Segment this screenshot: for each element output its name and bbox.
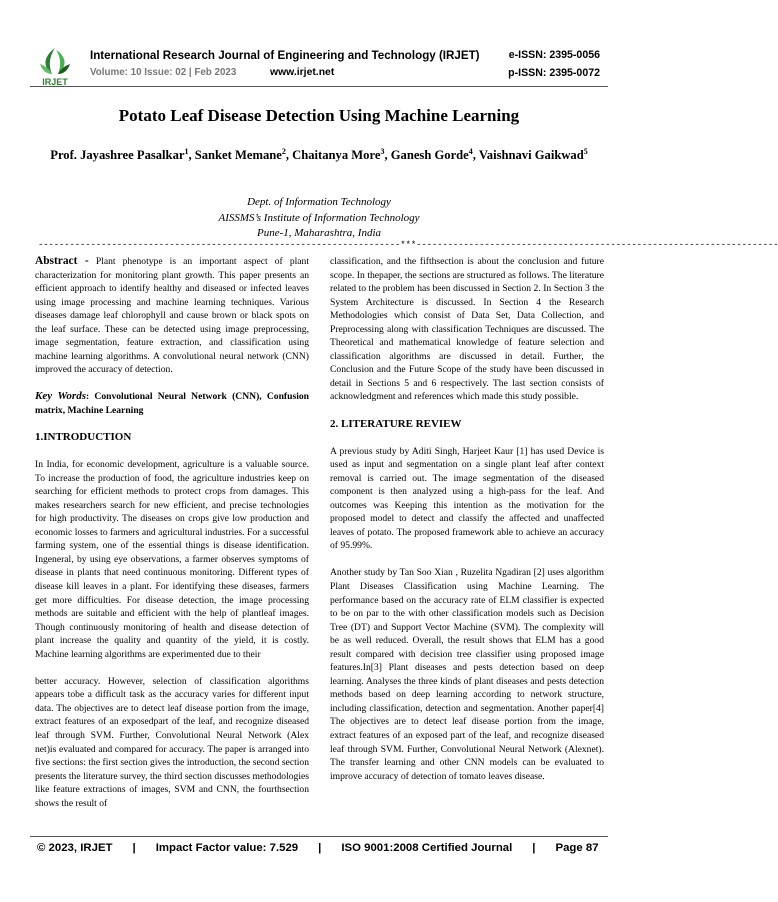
keywords-text: : Convolutional Neural Network (CNN), Confusion matrix, Machine Learning: [35, 391, 309, 416]
affiliation: [0, 195, 638, 242]
affiliation-location: Pune-1, Maharashtra, India: [256, 227, 382, 239]
keywords: [35, 390, 309, 417]
author-list: Prof. Jayashree Pasalkar$^1$, Sanket Memane$^2$, Chaitanya More$^3$, Ganesh Gorde$^4$, Vaishnavi Gaikwad$^5$: [50, 147, 588, 163]
leaf-logo-icon: [36, 44, 74, 88]
intro-paragraph: In India, for economic development, agriculture is a valuable source. To increase the production of food, the agriculture industries keep on searching for efficient methods to protect crops from damages. This makes researchers search for new efficient, and precise technologies for high productivity. The diseases on crops give low production and economic losses to farmers and agricultural industries. For a successful farming system, one of the essential things is disease identification. Ingeneral, by using eye observations, a farmer observes symptoms of disease in plants that need continuous monitoring. Different types of disease kill leaves in a plant. For identifying these diseases, farmers get more difficulties. For disease detection, the image processing methods are suitable and efficient with the help of plantleaf images. Though continuously monitoring of health and disease detection of plant increase the quality and quantity of the yield, it is costly. Machine learning algorithms are experimented due to their: [35, 459, 309, 660]
author-sup: 3: [380, 147, 385, 156]
abstract-text: Plant phenotype is an important aspect of plant characterization for monitoring plant growth. This paper presents an efficient approach to identify healthy and diseased or infected leaves using image processing and machine learning techniques. Various diseases damage leaf chlorophyll and cause brown or black spots on the leaf surface. These can be detected using image preprocessing, image segmentation, feature extraction, and classification using machine learning algorithms. A convolutional neural network (CNN) improved the accuracy of detection.: [35, 256, 309, 376]
paper-title: Potato Leaf Disease Detection Using Machine Learning: [118, 106, 520, 125]
right-column: [330, 255, 604, 783]
journal-header: [0, 0, 638, 92]
volume-info: Volume: 10 Issue: 02 | Feb 2023: [90, 67, 237, 78]
footer-divider: [30, 836, 608, 837]
journal-website[interactable]: www.irjet.net: [270, 67, 335, 78]
journal-name: International Research Journal of Engineering and Technology (IRJET): [90, 49, 480, 62]
affiliation-institute: AISSMS’s Institute of Information Technology: [218, 211, 420, 224]
section-heading-introduction: 1.INTRODUCTION: [35, 431, 132, 444]
author-sup: 2: [281, 147, 286, 156]
p-issn: p-ISSN: 2395-0072: [508, 67, 600, 79]
footer-impact-factor: Impact Factor value: 7.529: [155, 842, 299, 854]
author-sup: 1: [184, 147, 189, 156]
footer-copyright: © 2023, IRJET: [37, 842, 113, 854]
abstract: [35, 255, 309, 377]
author-name: Ganesh Gorde: [390, 148, 469, 163]
page-footer: [37, 842, 599, 854]
footer-divider-bar: |: [132, 842, 136, 854]
header-divider: [30, 86, 608, 87]
intro-continued-paragraph: classification, and the fifthsection is about the conclusion and future scope. In thepaper, the sections are structured as follows. The literature related to the problem has been discussed in Section 2. In Section 3 the System Architecture is discussed. In Section 4 the Research Methodologies which consist of Data Set, Data Collection, and Preprocessing along with classification Techniques are discussed. The Theoretical and mathematical knowledge of feature selection and classification algorithms are discussed in detail. Further, the Conclusion and the Future Scope of the study have been discussed in detail in Sections 5 and 6 respectively. The last section consists of acknowledgment and references which made this study possible.: [330, 256, 604, 403]
literature-paragraph: A previous study by Aditi Singh, Harjeet Kaur [1] has used Device is used as input and segmentation on a single plant leaf after context removal is carried out. The image segmentation of the diseased component is then analyzed using a high-pass for the leaf. And outcomes was Keeping this intention as the motivation for the proposed model to detect and classify the affected and unaffected leaves of potato. The proposed framework able to achieve an accuracy of 95.99%.: [330, 445, 604, 552]
author-name: Sanket Memane: [194, 148, 282, 163]
footer-divider-bar: |: [532, 842, 536, 854]
footer-divider-bar: |: [318, 842, 322, 854]
author-sup: 4: [468, 147, 473, 156]
footer-iso: ISO 9001:2008 Certified Journal: [341, 842, 513, 854]
keywords-heading: Key Words: [35, 390, 86, 403]
author-sup: 5: [583, 147, 588, 156]
abstract-heading: Abstract -: [35, 255, 89, 267]
literature-paragraph: Another study by Tan Soo Xian , Ruzelita Ngadiran [2] uses algorithm Plant Diseases Classification using Machine Learning. The performance based on the accuracy rate of ELM classifier is expected to be on par to the with other classification models such as Decision Tree (DT) and Support Vector Machine (SVM). The complexity will be as well reduced. Overall, the result shows that ELM has a good result compared with decision tree classifier using proposed image features.In[3] Plant diseases and pests detection based on deep learning. Analyses the three kinds of plant diseases and pests detection methods based on deep learning according to network structure, including classification, detection and segmentation. Another paper[4] The objectives are to detect leaf disease portion from the image, extract features of an exposed part of the leaf, and recognize diseased leaf through SVM. Further, Convolutional Neural Network (Alexnet). The transfer learning and other CNN models can be evaluated to improve accuracy of detection of tomato leaves disease.: [330, 567, 604, 782]
section-separator: ---------------------------------------------------------------------***---------------------------------------------------------------------: [38, 240, 778, 250]
author-name: Prof. Jayashree Pasalkar: [50, 148, 185, 163]
section-heading-literature-review: 2. LITERATURE REVIEW: [330, 417, 462, 430]
author-name: Chaitanya More: [292, 148, 381, 163]
intro-paragraph: better accuracy. However, selection of classification algorithms appears tobe a difficult task as the accuracy varies for different input data. The objectives are to detect leaf disease portion from the image, extract features of an exposedpart of the leaf, and recognize diseased leaf through SVM. Further, Convolutional Neural Network (Alex net)is evaluated and compared for accuracy. The paper is arranged into five sections: the first section gives the introduction, the second section presents the literature survey, the third section discusses methodologies like feature extractions of images, SVM and CNN, the fourthsection shows the result of: [35, 675, 309, 809]
left-column: [35, 255, 309, 810]
author-name: Vaishnavi Gaikwad: [478, 148, 584, 163]
e-issn: e-ISSN: 2395-0056: [508, 49, 600, 61]
logo-text: IRJET: [42, 77, 68, 87]
affiliation-department: Dept. of Information Technology: [247, 196, 391, 208]
footer-page-number: Page 87: [555, 842, 599, 854]
